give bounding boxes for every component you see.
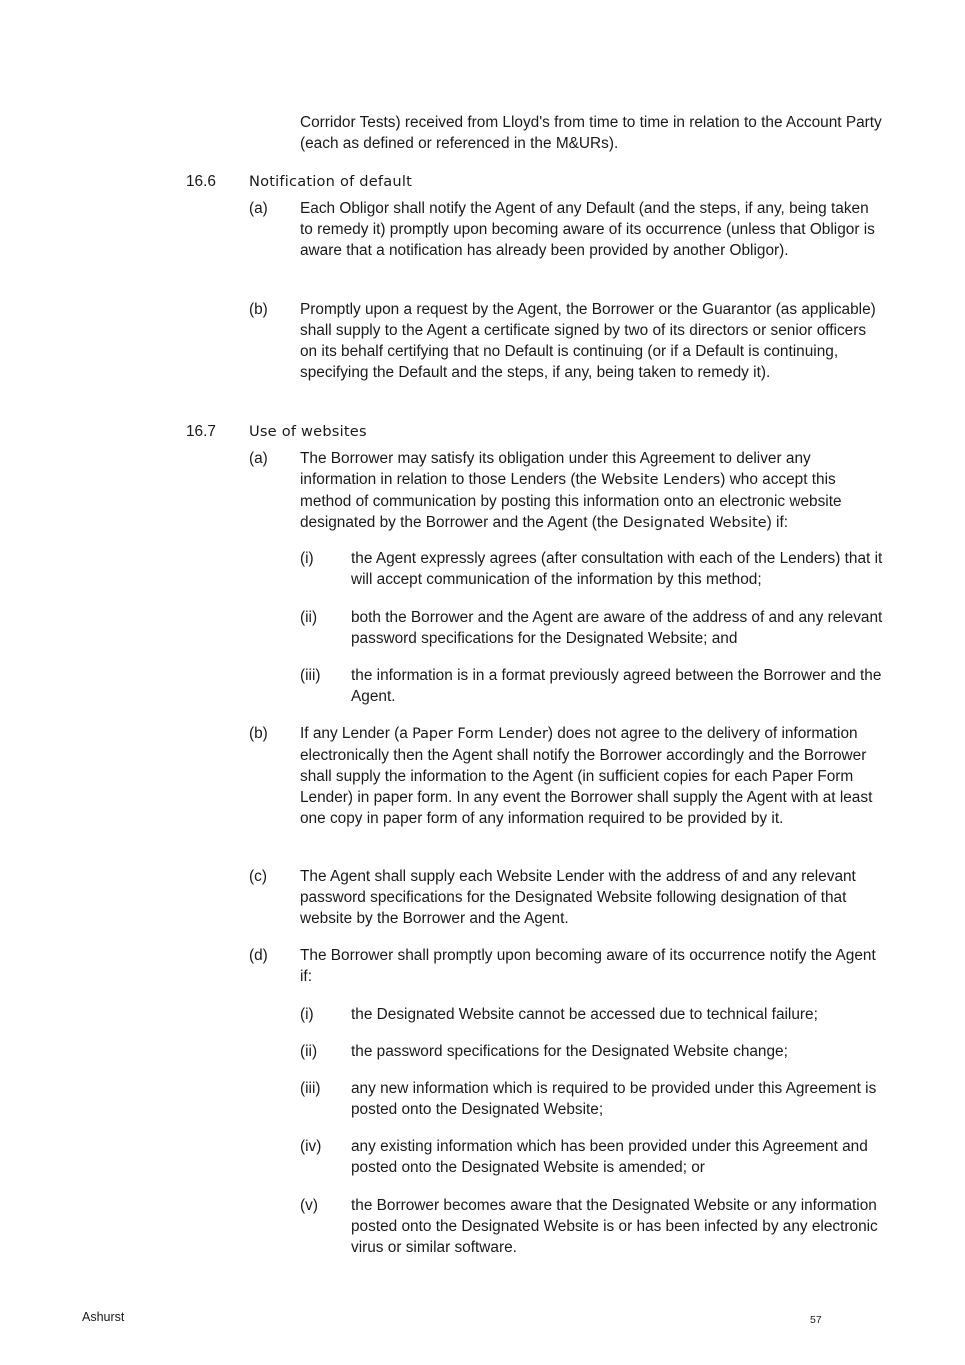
section-heading: Notification of default: [249, 173, 413, 190]
subclause-text: the Designated Website cannot be accessed due to technical failure;: [351, 1006, 818, 1023]
clause-label: (a): [249, 450, 268, 467]
subclause-label: (iv): [300, 1138, 322, 1155]
clause-text: Each Obligor shall notify the Agent of any Default (and the steps, if any, being taken to remedy it) promptly upon becoming aware of its occurrence (unless that Obligor is aware that a notification has already been provided by another Obligor).: [300, 200, 875, 259]
subclause-label: (i): [300, 1006, 314, 1023]
page-number: 57: [810, 1314, 822, 1326]
subclause-label: (ii): [300, 609, 318, 626]
clause-text: If any Lender (a Paper Form Lender) does not agree to the delivery of information electronically then the Agent shall notify the Borrower accordingly and the Borrower shall supply the information to the Agent (in sufficient copies for each Paper Form Lender) in paper form. In any event the Borrower shall supply the Agent with at least one copy in paper form of any information required to be provided by it.: [300, 725, 873, 827]
clause-label: (a): [249, 200, 268, 217]
subclause-label: (v): [300, 1197, 318, 1214]
defined-term: Website Lenders: [601, 472, 721, 488]
defined-term: Paper Form Lender: [412, 726, 548, 742]
subclause-label: (i): [300, 550, 314, 567]
subclause-text: any existing information which has been provided under this Agreement and posted onto the Designated Website is amended; or: [351, 1138, 868, 1176]
subclause-text: the password specifications for the Designated Website change;: [351, 1043, 788, 1060]
subclause-text: the information is in a format previously agreed between the Borrower and the Agent.: [351, 667, 882, 705]
subclause-label: (ii): [300, 1043, 318, 1060]
subclause-label: (iii): [300, 1080, 321, 1097]
subclause-text: the Agent expressly agrees (after consultation with each of the Lenders) that it will accept communication of the information by this method;: [351, 550, 883, 588]
defined-term: Designated Website: [622, 515, 767, 531]
clause-label: (d): [249, 947, 268, 964]
clause-text: The Borrower may satisfy its obligation under this Agreement to deliver any information in relation to those Lenders (the Website Lenders) who accept this method of communication by posting this information onto an electronic website designated by the Borrower and the Agent (the Designated Website) if:: [300, 450, 842, 531]
subclause-text: any new information which is required to be provided under this Agreement is posted onto the Designated Website;: [351, 1080, 877, 1118]
clause-label: (c): [249, 868, 267, 885]
clause-text: The Agent shall supply each Website Lender with the address of and any relevant password specifications for the Designated Website following designation of that website by the Borrower and the Agent.: [300, 868, 856, 927]
subclause-text: the Borrower becomes aware that the Designated Website or any information posted onto the Designated Website is or has been infected by any electronic virus or similar software.: [351, 1197, 878, 1256]
subclause-label: (iii): [300, 667, 321, 684]
clause-label: (b): [249, 301, 268, 318]
clause-label: (b): [249, 725, 268, 742]
section-number: 16.7: [186, 423, 216, 440]
clause-text: Promptly upon a request by the Agent, the Borrower or the Guarantor (as applicable) shall supply to the Agent a certificate signed by two of its directors or senior officers on its behalf certifying that no Default is continuing (or if a Default is continuing, specifying the Default and the steps, if any, being taken to remedy it).: [300, 301, 876, 381]
clause-text: The Borrower shall promptly upon becoming aware of its occurrence notify the Agent if:: [300, 947, 876, 985]
subclause-text: both the Borrower and the Agent are aware of the address of and any relevant password specifications for the Designated Website; and: [351, 609, 883, 647]
footer-firm-name: Ashurst: [82, 1310, 125, 1324]
continuation-paragraph: Corridor Tests) received from Lloyd's from time to time in relation to the Account Party (each as defined or referenced in the M&URs).: [300, 114, 882, 152]
section-number: 16.6: [186, 173, 216, 190]
section-heading: Use of websites: [249, 423, 367, 440]
